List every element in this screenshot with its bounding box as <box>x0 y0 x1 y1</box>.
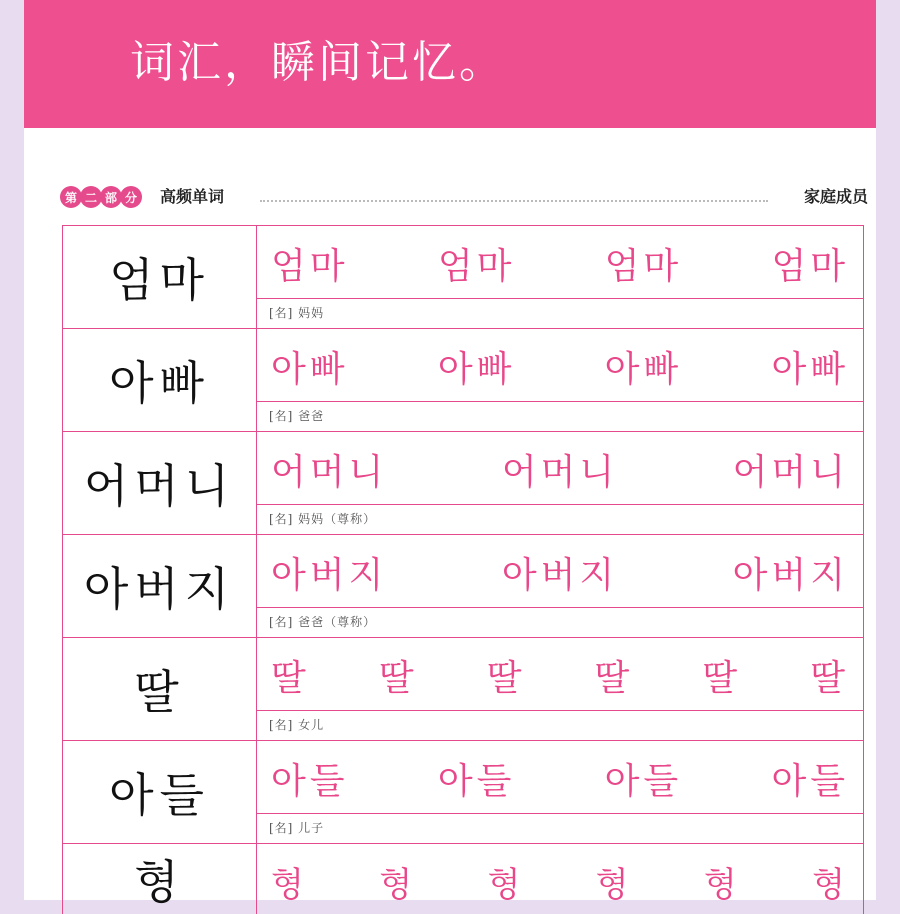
guide-line <box>257 401 863 402</box>
guide-line <box>257 607 863 608</box>
section-title: 高频单词 <box>160 187 225 206</box>
practice-area <box>257 535 863 637</box>
tracing-copies <box>271 335 849 397</box>
tracing-copies <box>271 438 849 500</box>
tracing-word: 아들 <box>271 760 349 802</box>
vocab-word: 어머니 <box>63 432 257 534</box>
tracing-copies <box>271 747 849 809</box>
badge-3: 部 <box>100 186 122 208</box>
banner-text: 词汇，瞬间记忆。 <box>130 37 506 88</box>
guide-line <box>257 504 863 505</box>
vocab-word: 딸 <box>63 638 257 740</box>
practice-area <box>257 638 863 740</box>
tracing-word: 엄마 <box>771 245 849 287</box>
tracing-word: 어머니 <box>732 451 849 493</box>
tracing-word: 딸 <box>810 657 849 699</box>
guide-line <box>257 298 863 299</box>
vocab-row <box>63 741 863 844</box>
tracing-word: 아버지 <box>501 554 619 596</box>
tracing-word: 아빠 <box>437 348 516 390</box>
tracing-word: 딸 <box>702 657 742 699</box>
vocab-row <box>63 844 863 914</box>
dotted-divider <box>260 200 768 202</box>
tracing-word: 아빠 <box>604 348 683 390</box>
word-meaning: [名] 妈妈（尊称） <box>269 512 377 526</box>
practice-area <box>257 741 863 843</box>
tracing-copies <box>271 850 849 912</box>
badge-1: 第 <box>60 186 82 208</box>
tracing-word: 아빠 <box>271 348 349 390</box>
tracing-word: 어머니 <box>271 451 388 493</box>
category-title: 家庭成员 <box>803 187 868 206</box>
badge-4: 分 <box>120 186 142 208</box>
tracing-word: 형 <box>487 864 525 905</box>
tracing-word: 아들 <box>604 760 683 802</box>
word-meaning: [名] 女儿 <box>269 718 325 732</box>
word-meaning: [名] 爸爸 <box>269 409 325 423</box>
tracing-word: 엄마 <box>604 245 683 287</box>
tracing-word: 딸 <box>378 657 418 699</box>
vocab-row <box>63 535 863 638</box>
vocab-row <box>63 329 863 432</box>
tracing-word: 형 <box>595 864 633 905</box>
tracing-word: 딸 <box>486 657 526 699</box>
tracing-word: 형 <box>271 864 308 905</box>
vocab-word: 아들 <box>63 741 257 843</box>
vocab-row <box>63 638 863 741</box>
tracing-copies <box>271 541 849 603</box>
vocab-word: 엄마 <box>63 226 257 328</box>
tracing-word: 아빠 <box>771 348 849 390</box>
practice-area <box>257 226 863 328</box>
tracing-word: 딸 <box>594 657 634 699</box>
tracing-word: 아들 <box>437 760 516 802</box>
vocab-table <box>62 225 864 914</box>
vocab-word: 형 <box>63 844 257 914</box>
worksheet-page <box>24 128 876 909</box>
word-meaning: [名] 爸爸（尊称） <box>269 615 377 629</box>
tracing-word: 딸 <box>271 657 310 699</box>
tracing-word: 아버지 <box>732 554 849 596</box>
guide-line <box>257 813 863 814</box>
section-badges <box>60 186 140 208</box>
tracing-word: 형 <box>812 864 849 905</box>
tracing-word: 아들 <box>771 760 849 802</box>
vocab-row <box>63 226 863 329</box>
word-meaning: [名] 儿子 <box>269 821 325 835</box>
tracing-copies <box>271 232 849 294</box>
guide-line <box>257 710 863 711</box>
vocab-row <box>63 432 863 535</box>
top-banner <box>24 0 876 128</box>
tracing-word: 어머니 <box>501 451 619 493</box>
practice-area <box>257 432 863 534</box>
vocab-word: 아버지 <box>63 535 257 637</box>
practice-area <box>257 844 863 914</box>
tracing-word: 형 <box>703 864 741 905</box>
practice-area <box>257 329 863 431</box>
badge-2: 二 <box>80 186 102 208</box>
word-meaning: [名] 妈妈 <box>269 306 325 320</box>
tracing-word: 형 <box>379 864 417 905</box>
tracing-word: 아버지 <box>271 554 388 596</box>
tracing-copies <box>271 644 849 706</box>
tracing-word: 엄마 <box>437 245 516 287</box>
tracing-word: 엄마 <box>271 245 349 287</box>
section-header <box>60 186 868 210</box>
vocab-word: 아빠 <box>63 329 257 431</box>
